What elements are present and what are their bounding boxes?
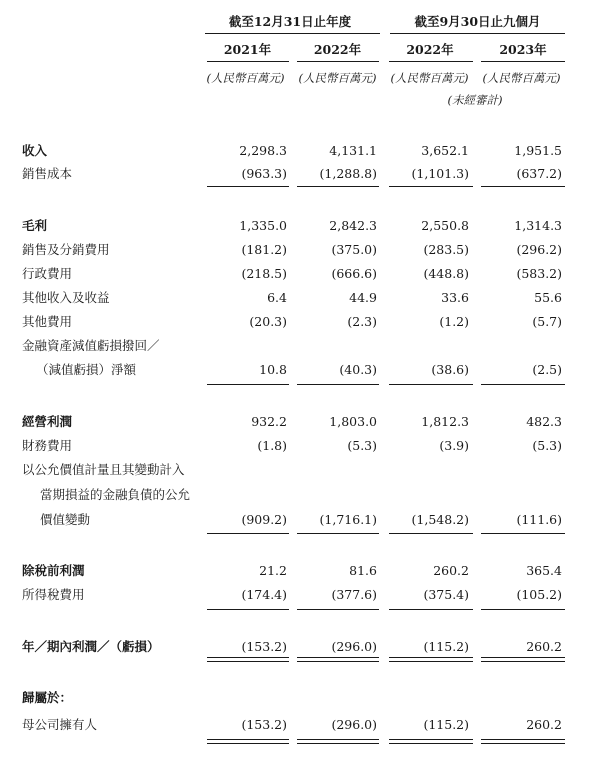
- row-label: 經營利潤: [22, 414, 73, 429]
- subtotal-rule: [481, 609, 565, 610]
- row-label: 銷售及分銷費用: [22, 242, 110, 257]
- row-label: （減值虧損）淨額: [36, 362, 137, 377]
- column-header-2022: 2022年: [313, 42, 362, 57]
- row-value: 1,314.3: [514, 218, 562, 233]
- subtotal-rule: [389, 533, 473, 534]
- unaudited-label: (未經審計): [447, 93, 503, 107]
- row-value: (3.9): [439, 438, 469, 453]
- total-double-rule: [389, 739, 473, 744]
- unit-label-2: (人民幣百萬元): [298, 71, 377, 85]
- row-value: 260.2: [526, 717, 562, 732]
- subtotal-rule: [297, 609, 379, 610]
- total-double-rule: [207, 739, 289, 744]
- row-value: 55.6: [534, 290, 562, 305]
- row-label: 行政費用: [22, 266, 73, 281]
- row-value: 33.6: [441, 290, 469, 305]
- row-value: 2,842.3: [329, 218, 377, 233]
- row-value: (1.8): [257, 438, 287, 453]
- row-value: 10.8: [259, 362, 287, 377]
- row-value: (174.4): [241, 587, 287, 602]
- row-value: (20.3): [249, 314, 287, 329]
- row-value: 2,550.8: [421, 218, 469, 233]
- row-value: (5.3): [532, 438, 562, 453]
- subtotal-rule: [481, 533, 565, 534]
- row-value: (153.2): [241, 639, 287, 654]
- subtotal-rule: [389, 186, 473, 187]
- row-value: 21.2: [259, 563, 287, 578]
- row-label: 以公允價值計量且其變動計入: [22, 462, 185, 477]
- subtotal-rule: [389, 384, 473, 385]
- total-double-rule: [481, 739, 565, 744]
- subtotal-rule: [481, 186, 565, 187]
- row-label: 所得稅費用: [22, 587, 85, 602]
- unit-label-4: (人民幣百萬元): [482, 71, 561, 85]
- subtotal-rule: [297, 533, 379, 534]
- row-value: (40.3): [339, 362, 377, 377]
- total-double-rule: [297, 739, 379, 744]
- row-value: (296.2): [516, 242, 562, 257]
- row-label: 其他收入及收益: [22, 290, 110, 305]
- row-value: (666.6): [331, 266, 377, 281]
- row-value: (1,716.1): [319, 512, 377, 527]
- row-label: 價值變動: [40, 512, 91, 527]
- row-value: (115.2): [423, 639, 469, 654]
- row-label: 毛利: [22, 218, 48, 233]
- column-rule-4: [481, 61, 565, 62]
- total-double-rule: [481, 657, 565, 662]
- column-header-2021: 2021年: [223, 42, 272, 57]
- row-label: 金融資產減值虧損撥回／: [22, 338, 160, 353]
- row-value: (218.5): [241, 266, 287, 281]
- row-value: 6.4: [267, 290, 287, 305]
- row-value: 3,652.1: [421, 143, 469, 158]
- row-value: 365.4: [526, 563, 562, 578]
- row-value: (115.2): [423, 717, 469, 732]
- subtotal-rule: [207, 384, 289, 385]
- unit-label-3: (人民幣百萬元): [390, 71, 469, 85]
- total-double-rule: [297, 657, 379, 662]
- subtotal-rule: [389, 609, 473, 610]
- subtotal-rule: [207, 533, 289, 534]
- row-value: (375.0): [331, 242, 377, 257]
- total-double-rule: [389, 657, 473, 662]
- row-value: 260.2: [433, 563, 469, 578]
- row-value: (181.2): [241, 242, 287, 257]
- row-label: 銷售成本: [22, 166, 73, 181]
- row-label: 收入: [22, 143, 48, 158]
- row-value: (448.8): [423, 266, 469, 281]
- row-label: 年／期內利潤／（虧損）: [22, 639, 160, 654]
- subtotal-rule: [297, 384, 379, 385]
- row-value: (2.5): [532, 362, 562, 377]
- row-value: (2.3): [347, 314, 377, 329]
- subtotal-rule: [481, 384, 565, 385]
- row-value: (1,548.2): [411, 512, 469, 527]
- row-label: 歸屬於：: [22, 690, 73, 705]
- row-value: (1,101.3): [411, 166, 469, 181]
- row-value: (105.2): [516, 587, 562, 602]
- row-value: (283.5): [423, 242, 469, 257]
- row-label: 財務費用: [22, 438, 73, 453]
- row-value: (963.3): [241, 166, 287, 181]
- row-value: 2,298.3: [239, 143, 287, 158]
- subtotal-rule: [207, 609, 289, 610]
- row-value: (296.0): [331, 639, 377, 654]
- row-value: (583.2): [516, 266, 562, 281]
- row-value: 1,951.5: [514, 143, 562, 158]
- row-label: 當期損益的金融負債的公允: [40, 487, 191, 502]
- row-value: (111.6): [516, 512, 562, 527]
- row-value: (5.7): [532, 314, 562, 329]
- row-value: (1.2): [439, 314, 469, 329]
- row-value: (296.0): [331, 717, 377, 732]
- header-nine-month-group: 截至9月30日止九個月: [414, 14, 541, 29]
- row-value: (38.6): [431, 362, 469, 377]
- row-value: 81.6: [349, 563, 377, 578]
- column-rule-1: [207, 61, 289, 62]
- header-year-group: 截至12月31日止年度: [228, 14, 352, 29]
- row-value: (909.2): [241, 512, 287, 527]
- total-double-rule: [207, 657, 289, 662]
- row-value: 482.3: [526, 414, 562, 429]
- row-value: 1,812.3: [421, 414, 469, 429]
- row-value: 4,131.1: [329, 143, 377, 158]
- row-value: (1,288.8): [319, 166, 377, 181]
- row-value: 1,335.0: [239, 218, 287, 233]
- row-value: (153.2): [241, 717, 287, 732]
- row-value: 1,803.0: [329, 414, 377, 429]
- row-value: (375.4): [423, 587, 469, 602]
- column-header-2022-nine-months: 2022年: [406, 42, 454, 57]
- column-rule-2: [297, 61, 379, 62]
- unit-label-1: (人民幣百萬元): [206, 71, 285, 85]
- header-group-rule-right: [390, 33, 565, 34]
- subtotal-rule: [207, 186, 289, 187]
- subtotal-rule: [297, 186, 379, 187]
- row-value: (637.2): [516, 166, 562, 181]
- row-label: 其他費用: [22, 314, 73, 329]
- row-label: 除稅前利潤: [22, 563, 85, 578]
- row-value: (377.6): [331, 587, 377, 602]
- header-group-rule-left: [205, 33, 380, 34]
- row-value: 932.2: [251, 414, 287, 429]
- column-rule-3: [389, 61, 473, 62]
- row-value: 44.9: [349, 290, 377, 305]
- row-label: 母公司擁有人: [22, 717, 98, 732]
- row-value: (5.3): [347, 438, 377, 453]
- row-value: 260.2: [526, 639, 562, 654]
- column-header-2023-nine-months: 2023年: [499, 42, 547, 57]
